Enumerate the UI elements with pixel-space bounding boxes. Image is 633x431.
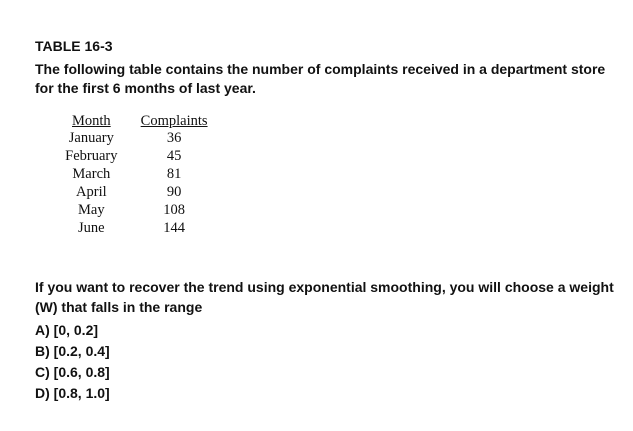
- question-text: If you want to recover the trend using exponential smoothing, you will choose a weight (W) that falls in the range: [35, 279, 614, 315]
- column-header-complaints: Complaints: [140, 113, 208, 129]
- complaints-cell: 90: [166, 184, 182, 200]
- option-c: C) [0.6, 0.8]: [35, 364, 110, 380]
- table-row: [62, 219, 208, 237]
- table-row: [62, 201, 208, 219]
- month-cell: March: [72, 166, 111, 182]
- month-cell: January: [68, 130, 114, 146]
- column-header-month: Month: [72, 113, 111, 129]
- complaints-cell: 45: [166, 148, 182, 164]
- month-cell: May: [78, 202, 105, 218]
- intro-text: The following table contains the number of complaints received in a department store for the first 6 months of last year.: [35, 61, 606, 96]
- complaints-cell: 108: [163, 202, 185, 218]
- table-title: TABLE 16-3: [35, 38, 113, 54]
- table-row: [62, 129, 208, 147]
- month-cell: February: [65, 148, 118, 164]
- option-d: D) [0.8, 1.0]: [35, 385, 110, 401]
- table-row: [62, 165, 208, 183]
- complaints-cell: 36: [166, 130, 182, 146]
- answer-options: [35, 320, 110, 404]
- month-cell: April: [76, 184, 107, 200]
- complaints-cell: 144: [163, 220, 185, 236]
- table-row: [62, 147, 208, 165]
- month-cell: June: [78, 220, 105, 236]
- option-b: B) [0.2, 0.4]: [35, 343, 110, 359]
- complaints-table: [62, 113, 208, 237]
- table-header-row: [62, 113, 208, 129]
- table-row: [62, 183, 208, 201]
- complaints-cell: 81: [166, 166, 182, 182]
- option-a: A) [0, 0.2]: [35, 322, 99, 338]
